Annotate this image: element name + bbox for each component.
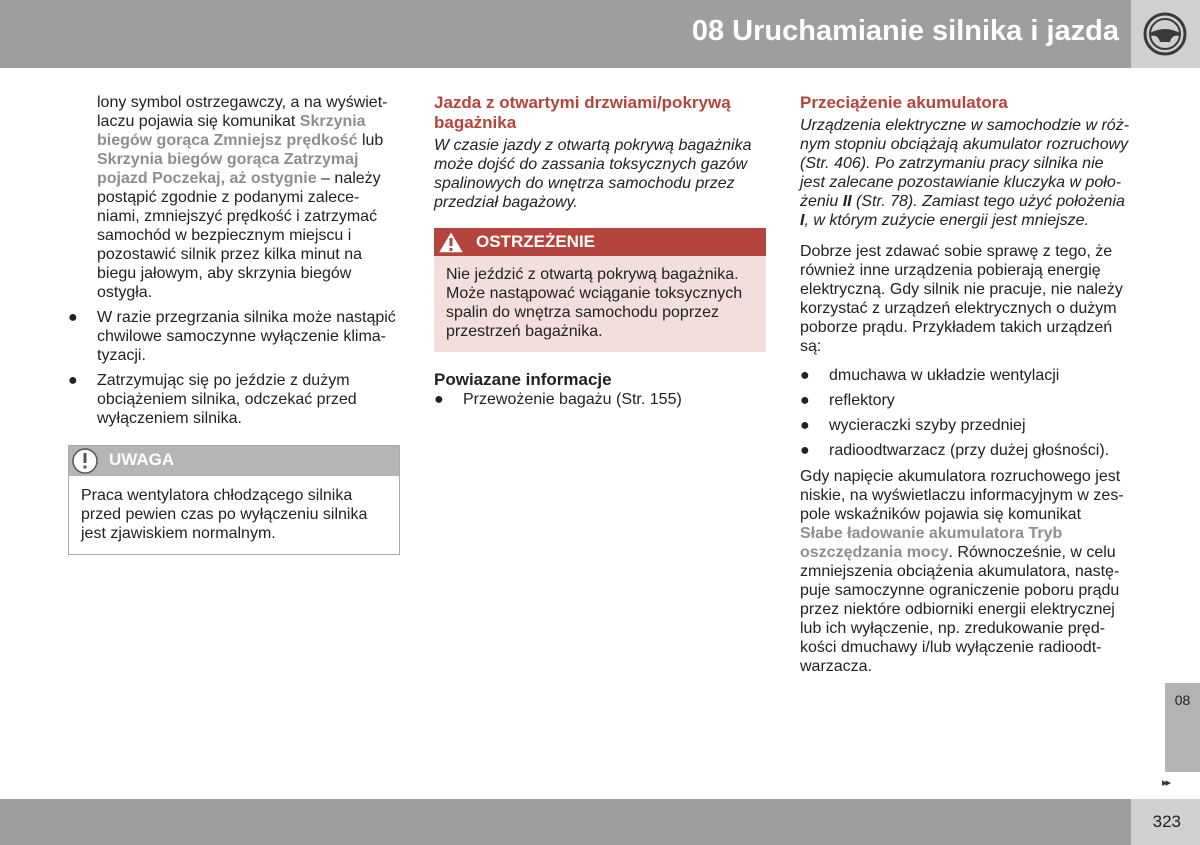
- text-span: żeniu: [800, 193, 843, 210]
- bullet-icon: ●: [800, 417, 810, 434]
- bullet-icon: ●: [68, 309, 78, 326]
- text-line: pole wskaźników pojawia się komunikat: [800, 506, 1082, 523]
- heading-line: bagażnika: [434, 113, 517, 132]
- note-body: [69, 476, 399, 554]
- list-item: [800, 441, 1135, 460]
- key-position: I: [800, 212, 805, 229]
- text-line: zmniejszenia obciążenia akumulatora, nastę-: [800, 563, 1120, 580]
- text-line: postąpić zgodnie z podanymi zalece-: [97, 189, 360, 206]
- text-span: laczu pojawia się komunikat: [97, 113, 300, 130]
- text-line: obciążeniem silnika, odczekać przed: [97, 391, 357, 408]
- related-list: [434, 390, 766, 409]
- key-position: II: [842, 193, 852, 210]
- list-item: [68, 371, 404, 428]
- text-line: Dobrze jest zdawać sobie sprawę z tego, że: [800, 243, 1113, 260]
- text-line: [800, 192, 1135, 211]
- display-message: Słabe ładowanie akumulatora Tryb: [800, 525, 1063, 542]
- overheat-paragraph: [68, 93, 404, 302]
- related-link-text[interactable]: Przewożenie bagażu (Str. 155): [463, 391, 682, 408]
- warning-header: [434, 228, 766, 256]
- bullet-icon: ●: [800, 392, 810, 409]
- text-line: przed pewien czas po wyłączeniu silnika: [81, 506, 368, 523]
- text-line: W czasie jazdy z otwartą pokrywą bagażnika: [434, 137, 752, 154]
- display-message: oszczędzania mocy: [800, 544, 949, 561]
- text-line: Gdy napięcie akumulatora rozruchowego jest: [800, 468, 1121, 485]
- column-right: [800, 93, 1135, 676]
- warning-triangle-icon: [436, 229, 466, 255]
- text-line: Zatrzymując się po jeździe z dużym: [97, 372, 350, 389]
- text-line: pozostawić silnik przez kilka minut na: [97, 246, 362, 263]
- text-line: tyzacji.: [97, 347, 146, 364]
- list-item: [68, 308, 404, 365]
- list-item-text: radioodtwarzacz (przy dużej głośności).: [829, 442, 1110, 459]
- text-line: spalin do wnętrza samochodu poprzez: [446, 304, 720, 321]
- note-header: [69, 446, 399, 476]
- section-heading: Przeciążenie akumulatora: [800, 93, 1008, 112]
- bullet-icon: ●: [800, 442, 810, 459]
- text-line: Urządzenia elektryczne w samochodzie w róż-: [800, 117, 1130, 134]
- text-line: lony symbol ostrzegawczy, a na wyświet-: [97, 94, 388, 111]
- text-line: [800, 543, 1135, 562]
- chapter-tab: [1165, 683, 1200, 772]
- text-line: wyłączeniem silnika.: [97, 410, 242, 427]
- text-span: lub: [357, 132, 384, 149]
- column-left: [68, 93, 404, 555]
- section-heading: [434, 93, 766, 133]
- text-line: przez niektóre odbiorniki energii elektrycznej: [800, 601, 1115, 618]
- text-line: lub ich wyłączenie, np. zredukowanie pręd-: [800, 620, 1106, 637]
- text-line: [800, 211, 1135, 230]
- heading-line: Jazda z otwartymi drzwiami/pokrywą: [434, 93, 731, 112]
- warning-label: OSTRZEŻENIE: [476, 232, 596, 251]
- display-message: Skrzynia biegów gorąca Zatrzymaj: [97, 151, 359, 168]
- text-line: może dojść do zassania toksycznych gazów: [434, 156, 748, 173]
- warning-body: [434, 256, 766, 352]
- text-line: niami, zmniejszyć prędkość i zatrzymać: [97, 208, 378, 225]
- note-label: UWAGA: [109, 450, 175, 469]
- text-line: elektryczną. Gdy silnik nie pracuje, nie należy: [800, 281, 1123, 298]
- continue-arrows-icon: ▸▸: [1162, 777, 1170, 789]
- chapter-number: 08: [1174, 692, 1191, 708]
- text-line: warzacza.: [800, 658, 873, 675]
- text-span: . Równocześnie, w celu: [948, 544, 1116, 561]
- text-span: – należy: [316, 170, 381, 187]
- related-link[interactable]: [434, 390, 766, 409]
- bullet-icon: ●: [800, 367, 810, 384]
- text-line: ostygła.: [97, 284, 153, 301]
- bullet-icon: ●: [434, 391, 444, 408]
- text-line: chwilowe samoczynne wyłączenie klima-: [97, 328, 386, 345]
- text-line: niskie, na wyświetlaczu informacyjnym w zes-: [800, 487, 1124, 504]
- bullet-icon: ●: [68, 372, 78, 389]
- text-line: Może nastąpować wciąganie toksycznych: [446, 285, 743, 302]
- text-line: korzystać z urządzeń elektrycznych o dużym: [800, 300, 1117, 317]
- page-header: [0, 0, 1131, 68]
- chapter-icon-box: [1131, 0, 1200, 68]
- text-line: [97, 169, 404, 188]
- text-line: W razie przegrzania silnika może nastąpić: [97, 309, 396, 326]
- text-line: biegu jałowym, aby skrzynia biegów: [97, 265, 352, 282]
- text-line: [97, 131, 404, 150]
- page-footer: [0, 799, 1131, 845]
- text-span: , w którym zużycie energii jest mniejsze.: [804, 212, 1089, 229]
- column-middle: [434, 93, 766, 409]
- paragraph: [800, 467, 1135, 676]
- steering-wheel-icon: [1143, 12, 1187, 56]
- text-line: poborze prądu. Przykładem takich urządzeń: [800, 319, 1113, 336]
- display-message: pojazd Poczekaj, aż ostygnie: [97, 170, 317, 187]
- section-intro: [800, 116, 1135, 230]
- list-item-text: reflektory: [829, 392, 895, 409]
- text-line: [97, 112, 404, 131]
- text-line: jest zalecane pozostawianie kluczyka w poło-: [800, 174, 1122, 191]
- text-line: samochód w bezpiecznym miejscu i: [97, 227, 352, 244]
- text-line: nym stopniu obciążają akumulator rozruchowy: [800, 136, 1129, 153]
- related-heading: Powiazane informacje: [434, 370, 612, 389]
- text-line: Nie jeździć z otwartą pokrywą bagażnika.: [446, 266, 739, 283]
- text-span: (Str. 78). Zamiast tego użyć położenia: [851, 193, 1125, 210]
- paragraph: [800, 242, 1135, 356]
- bullet-list: [68, 308, 404, 428]
- section-intro: [434, 136, 766, 212]
- chapter-title: 08 Uruchamianie silnika i jazda: [691, 15, 1119, 47]
- display-message: Skrzynia: [299, 113, 366, 130]
- display-message: biegów gorąca Zmniejsz prędkość: [97, 132, 358, 149]
- list-item: [800, 416, 1135, 435]
- text-line: jest zjawiskiem normalnym.: [81, 525, 276, 542]
- text-line: kości dmuchawy i/lub wyłączenie radioodt-: [800, 639, 1102, 656]
- page-number: 323: [1152, 812, 1181, 831]
- warning-box: [434, 228, 766, 352]
- note-box: [68, 445, 400, 555]
- info-icon: [71, 447, 99, 475]
- text-line: przedział bagażowy.: [434, 194, 578, 211]
- list-item-text: wycieraczki szyby przedniej: [829, 417, 1026, 434]
- text-line: również inne urządzenia pobierają energię: [800, 262, 1101, 279]
- text-line: są:: [800, 338, 822, 355]
- page-number-box: [1131, 799, 1200, 845]
- text-line: spalinowych do wnętrza samochodu przez: [434, 175, 735, 192]
- bullet-list: [800, 366, 1135, 460]
- text-line: przestrzeń bagażnika.: [446, 323, 603, 340]
- list-item: [800, 366, 1135, 385]
- list-item-text: dmuchawa w układzie wentylacji: [829, 367, 1060, 384]
- list-item: [800, 391, 1135, 410]
- text-line: Praca wentylatora chłodzącego silnika: [81, 487, 353, 504]
- text-line: puje samoczynne ograniczenie poboru prądu: [800, 582, 1120, 599]
- text-line: (Str. 406). Po zatrzymaniu pracy silnika nie: [800, 155, 1104, 172]
